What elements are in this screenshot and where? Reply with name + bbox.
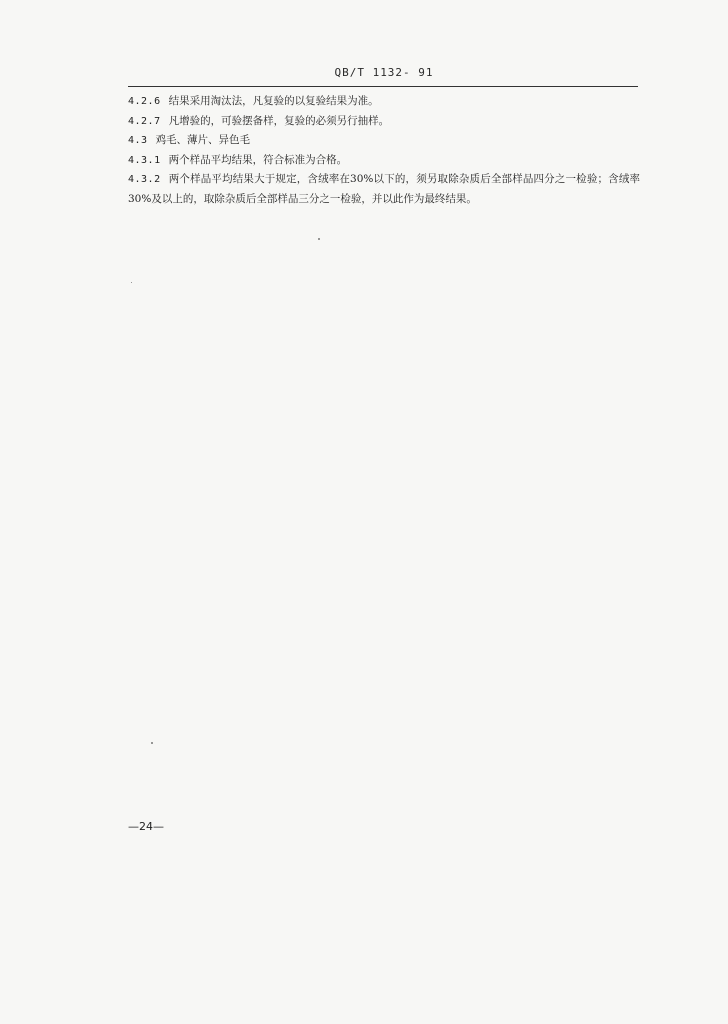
- clause-text: 两个样品平均结果大于规定，含绒率在30%以下的，须另取除杂质后全部样品四分之一检验；含绒率30%及以上的，取除杂质后全部样品三分之一检验，并以此作为最终结果。: [128, 173, 640, 205]
- clause-number: 4.3.1: [128, 154, 161, 166]
- clause-number: 4.2.6: [128, 96, 161, 107]
- document-body: [128, 92, 640, 208]
- scan-speck: [318, 238, 320, 240]
- clause-4-3-1: [128, 151, 640, 171]
- standard-code-header: QB/T 1132- 91: [334, 66, 434, 79]
- header-rule: [128, 86, 638, 87]
- clause-number: 4.3.2: [128, 174, 161, 185]
- clause-4-3: [128, 131, 640, 151]
- clause-text: 凡增验的，可验摆备样，复验的必须另行抽样。: [168, 114, 390, 127]
- clause-number: 4.3: [128, 135, 148, 146]
- clause-4-3-2: [128, 170, 640, 208]
- section-heading: 鸡毛、薄片、异色毛: [155, 134, 251, 146]
- scan-speck: [131, 282, 132, 283]
- clause-4-2-6: [128, 92, 640, 112]
- clause-4-2-7: [128, 112, 640, 132]
- clause-text: 结果采用淘汰法，凡复验的以复验结果为准。: [168, 95, 379, 107]
- page-number: —24—: [128, 820, 164, 833]
- clause-text: 两个样品平均结果，符合标准为合格。: [168, 153, 348, 166]
- scan-speck: [151, 742, 153, 744]
- clause-number: 4.2.7: [128, 115, 161, 127]
